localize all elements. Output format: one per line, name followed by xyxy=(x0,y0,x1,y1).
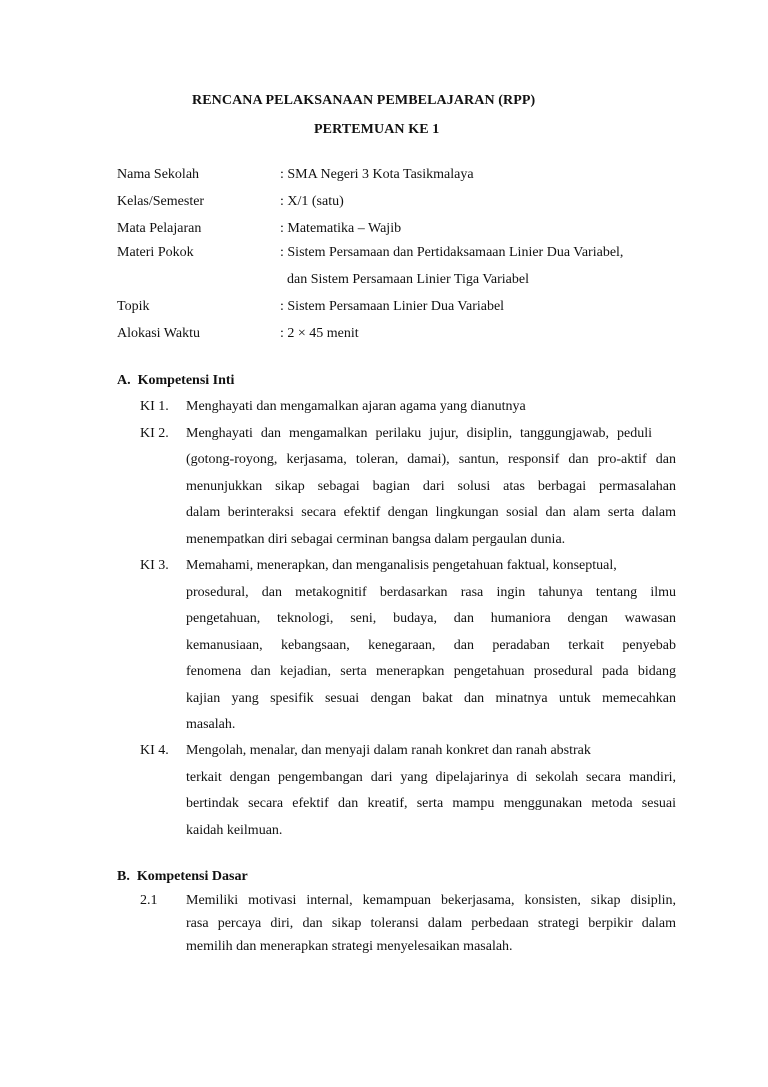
label-mata-pelajaran: Mata Pelajaran xyxy=(117,221,202,236)
ki4-code: KI 4. xyxy=(140,743,169,758)
section-a-heading: A. Kompetensi Inti xyxy=(117,373,235,388)
ki4-line: bertindak secara efektif dan kreatif, serta mampu menggunakan metoda sesuai xyxy=(186,796,676,811)
ki2-code: KI 2. xyxy=(140,426,169,441)
ki3-line: Memahami, menerapkan, dan menganalisis pengetahuan faktual, konseptual, xyxy=(186,558,617,573)
ki1-code: KI 1. xyxy=(140,399,169,414)
ki3-code: KI 3. xyxy=(140,558,169,573)
ki2-line: Menghayati dan mengamalkan perilaku jujur, disiplin, tanggungjawab, peduli xyxy=(186,426,652,441)
value-topik: : Sistem Persamaan Linier Dua Variabel xyxy=(280,299,505,314)
ki2-line: dalam berinteraksi secara efektif dengan lingkungan sosial dan alam serta dalam xyxy=(186,505,676,520)
ki4-line: kaidah keilmuan. xyxy=(186,823,283,838)
label-kelas-semester: Kelas/Semester xyxy=(117,194,205,209)
ki3-line: prosedural, dan metakognitif berdasarkan rasa ingin tahunya tentang ilmu xyxy=(186,585,676,600)
ki2-line: menempatkan diri sebagai cerminan bangsa dalam pergaulan dunia. xyxy=(186,532,566,547)
kd-2-1-code: 2.1 xyxy=(140,893,158,908)
value-kelas-semester: : X/1 (satu) xyxy=(280,194,344,209)
ki3-line: masalah. xyxy=(186,717,236,732)
label-nama-sekolah: Nama Sekolah xyxy=(117,167,200,182)
value-materi-pokok: : Sistem Persamaan dan Pertidaksamaan Linier Dua Variabel, xyxy=(280,245,624,260)
label-topik: Topik xyxy=(117,299,150,314)
label-materi-pokok: Materi Pokok xyxy=(117,245,194,260)
value-mata-pelajaran: : Matematika – Wajib xyxy=(280,221,402,236)
ki3-line: fenomena dan kejadian, serta menerapkan pengetahuan prosedural pada bidang xyxy=(186,664,676,679)
kd-2-1-line: rasa percaya diri, dan sikap toleransi dalam perbedaan strategi berpikir dalam xyxy=(186,916,676,931)
ki1-line: Menghayati dan mengamalkan ajaran agama yang dianutnya xyxy=(186,399,526,414)
value-alokasi-waktu: : 2 × 45 menit xyxy=(280,326,359,341)
ki3-line: kajian yang spesifik sesuai dengan bakat dan minatnya untuk memecahkan xyxy=(186,691,676,706)
document-subtitle: PERTEMUAN KE 1 xyxy=(314,122,440,137)
ki2-line: (gotong-royong, kerjasama, toleran, damai), santun, responsif dan pro-aktif dan xyxy=(186,452,676,467)
document-title: RENCANA PELAKSANAAN PEMBELAJARAN (RPP) xyxy=(192,93,536,108)
ki4-line: Mengolah, menalar, dan menyaji dalam ranah konkret dan ranah abstrak xyxy=(186,743,591,758)
ki2-line: menunjukkan sikap sebagai bagian dari solusi atas berbagai permasalahan xyxy=(186,479,676,494)
value-materi-pokok-cont: dan Sistem Persamaan Linier Tiga Variabel xyxy=(287,272,529,287)
value-nama-sekolah: : SMA Negeri 3 Kota Tasikmalaya xyxy=(280,167,474,182)
label-alokasi-waktu: Alokasi Waktu xyxy=(117,326,200,341)
ki3-line: kemanusiaan, kebangsaan, kenegaraan, dan peradaban terkait penyebab xyxy=(186,638,676,653)
kd-2-1-line: memilih dan menerapkan strategi menyelesaikan masalah. xyxy=(186,939,513,954)
ki4-line: terkait dengan pengembangan dari yang dipelajarinya di sekolah secara mandiri, xyxy=(186,770,676,785)
section-b-heading: B. Kompetensi Dasar xyxy=(117,869,248,884)
ki3-line: pengetahuan, teknologi, seni, budaya, dan humaniora dengan wawasan xyxy=(186,611,676,626)
kd-2-1-line: Memiliki motivasi internal, kemampuan bekerjasama, konsisten, sikap disiplin, xyxy=(186,893,676,908)
